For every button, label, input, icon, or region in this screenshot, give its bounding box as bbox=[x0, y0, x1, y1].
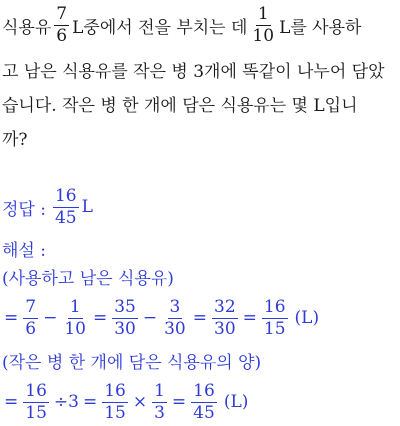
fraction bbox=[162, 296, 188, 339]
fraction-numerator: 16 bbox=[263, 296, 286, 317]
minus-sign: − bbox=[43, 308, 58, 328]
fraction bbox=[62, 296, 88, 339]
fraction-denominator: 3 bbox=[154, 402, 165, 423]
solution-label: 해설 : bbox=[2, 240, 46, 261]
question-text-c: L를 사용하 bbox=[279, 17, 362, 38]
fraction bbox=[23, 380, 49, 423]
fraction-denominator: 30 bbox=[164, 318, 186, 339]
unit-label: (L) bbox=[223, 392, 249, 412]
fraction-numerator: 16 bbox=[25, 380, 47, 401]
fraction-denominator: 30 bbox=[214, 318, 236, 339]
fraction-numerator: 16 bbox=[104, 380, 126, 401]
fraction-numerator: 1 bbox=[154, 380, 165, 401]
fraction-denominator: 30 bbox=[114, 318, 136, 339]
fraction-denominator: 10 bbox=[252, 25, 275, 46]
fraction-denominator: 10 bbox=[64, 318, 86, 339]
equals-sign: = bbox=[92, 308, 108, 328]
fraction-numerator: 1 bbox=[257, 3, 269, 24]
question-text-a: 식용유 bbox=[2, 17, 52, 38]
unit-label: (L) bbox=[294, 308, 320, 328]
question-line-3: 습니다. 작은 병 한 개에 담은 식용유는 몇 L입니 bbox=[2, 95, 358, 116]
equals-sign: = bbox=[4, 308, 19, 328]
equals-sign: = bbox=[4, 392, 19, 412]
fraction-numerator: 1 bbox=[69, 296, 81, 317]
question-line-4: 까? bbox=[2, 129, 28, 150]
answer-unit: L bbox=[81, 197, 93, 217]
solution-step2-title: (작은 병 한 개에 담은 식용유의 양) bbox=[2, 352, 262, 373]
equals-sign: = bbox=[192, 308, 207, 328]
minus-sign: − bbox=[142, 308, 158, 328]
fraction-denominator: 45 bbox=[54, 207, 77, 228]
question-line-1 bbox=[2, 2, 361, 48]
equals-sign: = bbox=[242, 308, 257, 328]
equals-sign: = bbox=[171, 392, 187, 412]
fraction-numerator: 16 bbox=[54, 185, 77, 206]
answer-line bbox=[2, 184, 93, 230]
solution-equation-2 bbox=[2, 378, 248, 426]
fraction-denominator: 45 bbox=[193, 402, 215, 423]
fraction bbox=[191, 380, 217, 423]
fraction-denominator: 15 bbox=[263, 318, 286, 339]
fraction-7-6 bbox=[54, 3, 69, 46]
solution-step1-title: (사용하고 남은 식용유) bbox=[2, 268, 174, 289]
fraction-denominator: 6 bbox=[56, 25, 68, 46]
fraction bbox=[102, 380, 128, 423]
fraction-denominator: 6 bbox=[25, 318, 37, 339]
fraction-numerator: 7 bbox=[25, 296, 37, 317]
fraction-numerator: 32 bbox=[214, 296, 236, 317]
fraction-numerator: 3 bbox=[169, 296, 181, 317]
fraction-numerator: 35 bbox=[114, 296, 136, 317]
fraction-numerator: 16 bbox=[193, 380, 215, 401]
answer-label: 정답 : bbox=[2, 199, 46, 220]
fraction-1-10 bbox=[250, 3, 276, 46]
fraction bbox=[212, 296, 238, 339]
answer-fraction bbox=[53, 185, 79, 228]
fraction-numerator: 7 bbox=[56, 3, 68, 24]
fraction-denominator: 15 bbox=[25, 402, 47, 423]
solution-equation-1 bbox=[2, 294, 319, 342]
fraction bbox=[112, 296, 138, 339]
fraction bbox=[262, 296, 288, 339]
fraction-denominator: 15 bbox=[104, 402, 126, 423]
question-text-b: L중에서 전을 부치는 데 bbox=[72, 17, 248, 38]
division-term: ÷3 bbox=[53, 392, 79, 412]
equals-sign: = bbox=[82, 392, 98, 412]
multiply-sign: × bbox=[132, 392, 148, 412]
fraction bbox=[23, 296, 38, 339]
question-line-2: 고 남은 식용유를 작은 병 3개에 똑같이 나누어 담았 bbox=[2, 61, 385, 82]
fraction bbox=[152, 380, 167, 423]
